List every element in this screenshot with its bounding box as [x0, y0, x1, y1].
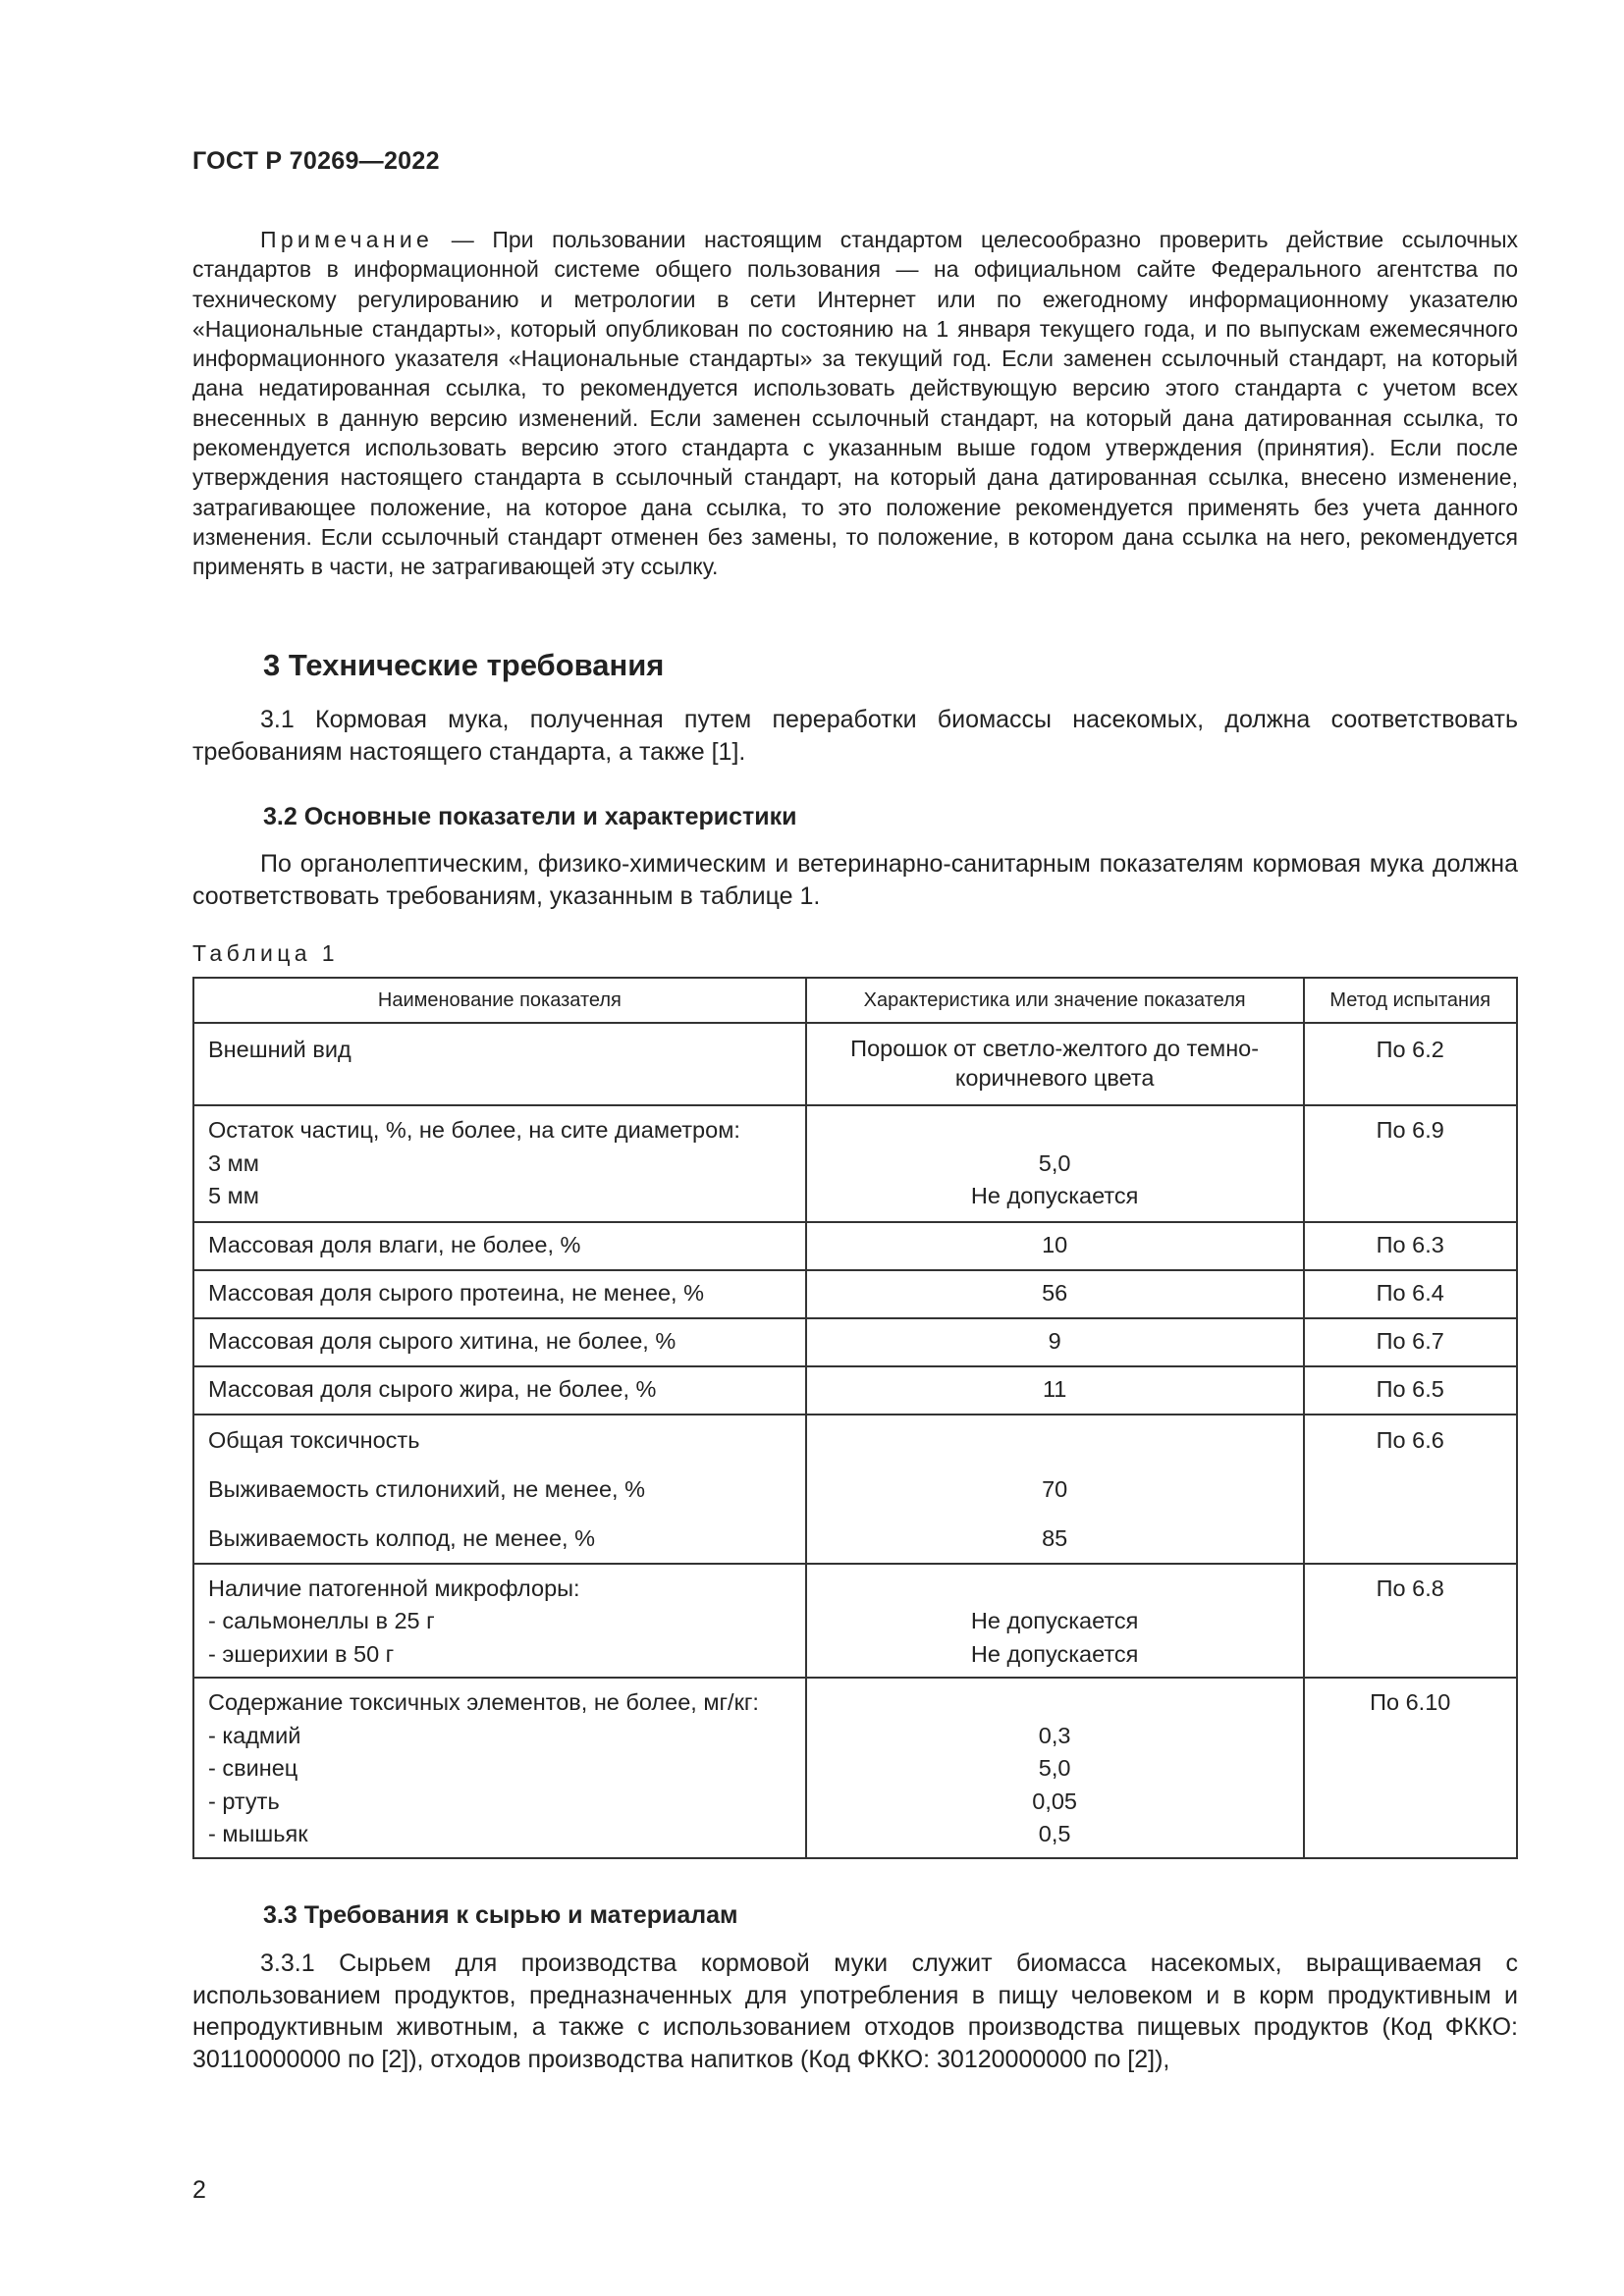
value-line: 0,05 [1032, 1788, 1078, 1814]
indicator-line: - кадмий [208, 1722, 301, 1748]
method-line: По 6.4 [1376, 1280, 1444, 1307]
table-caption: Таблица 1 [192, 940, 339, 966]
indicator-line: Общая токсичность [208, 1426, 420, 1453]
indicator-line: - эшерихии в 50 г [208, 1640, 395, 1667]
paragraph-3-3-1: 3.3.1 Сырьем для производства кормовой муки служит биомасса насекомых, выращиваемая с использованием продуктов, предназначенных для употребления в пищу человеком и в корм продуктивным и непродуктивным животным, а также с использованием отходов производства пищевых продуктов (Код ФККО: 30110000000 по [2]), отходов производства напитков (Код ФККО: 30120000000 по [2]), [192, 1949, 1518, 2073]
value-cell [806, 1270, 1304, 1318]
value-line: Не допускается [970, 1640, 1139, 1667]
method-cell [1304, 1023, 1518, 1105]
indicator-line: - ртуть [208, 1788, 280, 1814]
method-line: По 6.8 [1376, 1575, 1444, 1601]
document-code-header: ГОСТ Р 70269—2022 [192, 147, 440, 175]
table-row [193, 1023, 1517, 1105]
value-cell [806, 1564, 1304, 1679]
indicator-line: Массовая доля влаги, не более, % [208, 1232, 581, 1258]
subsection-3-3-title: 3.3 Требования к сырью и материалам [263, 1901, 738, 1929]
indicator-line: - мышьяк [208, 1821, 308, 1846]
method-line: По 6.9 [1376, 1117, 1444, 1143]
method-cell [1304, 1222, 1518, 1270]
table-row [193, 1678, 1517, 1858]
paragraph-3-1: 3.1 Кормовая мука, полученная путем переработки биомассы насекомых, должна соответствовать требованиям настоящего стандарта, а также [1]. [192, 706, 1518, 766]
value-line: 70 [1042, 1475, 1068, 1502]
method-line: По 6.3 [1376, 1232, 1444, 1258]
method-line: По 6.5 [1376, 1376, 1444, 1403]
paragraph-3-2: По органолептическим, физико-химическим и ветеринарно-санитарным показателям кормовая мука должна соответствовать требованиям, указанным в таблице 1. [192, 850, 1518, 910]
value-cell [806, 1415, 1304, 1564]
value-line [807, 1686, 1303, 1720]
method-line: По 6.10 [1370, 1689, 1451, 1715]
indicator-cell [193, 1564, 806, 1679]
method-line: По 6.2 [1376, 1037, 1444, 1062]
table-header-row [193, 978, 1517, 1023]
value-line: Не допускается [970, 1608, 1139, 1633]
table-row [193, 1366, 1517, 1415]
value-cell [806, 1366, 1304, 1415]
indicator-cell [193, 1270, 806, 1318]
indicator-cell [193, 1105, 806, 1222]
indicator-line: Остаток частиц, %, не более, на сите диаметром: [208, 1117, 740, 1143]
value-line: 85 [1042, 1524, 1068, 1551]
page-number: 2 [192, 2176, 206, 2204]
value-line: 9 [1048, 1328, 1061, 1355]
section-3-title: 3 Технические требования [263, 648, 665, 682]
value-line: 0,5 [1038, 1821, 1071, 1846]
indicator-line: Наличие патогенной микрофлоры: [208, 1575, 580, 1601]
indicator-cell [193, 1222, 806, 1270]
indicator-line: Выживаемость колпод, не менее, % [208, 1524, 596, 1551]
value-line [807, 1415, 1303, 1465]
indicator-cell [193, 1023, 806, 1105]
method-line: По 6.7 [1376, 1328, 1444, 1355]
reference-note [192, 225, 1518, 582]
method-cell [1304, 1105, 1518, 1222]
value-line [807, 1114, 1303, 1148]
subsection-3-2-title: 3.2 Основные показатели и характеристики [263, 803, 797, 830]
indicator-cell [193, 1318, 806, 1366]
indicator-cell [193, 1415, 806, 1564]
indicator-cell [193, 1678, 806, 1858]
value-cell [806, 1318, 1304, 1366]
indicator-line: Массовая доля сырого жира, не более, % [208, 1376, 657, 1403]
value-line: 56 [1042, 1280, 1068, 1307]
method-cell [1304, 1318, 1518, 1366]
method-cell [1304, 1415, 1518, 1564]
method-cell [1304, 1678, 1518, 1858]
indicator-line: - свинец [208, 1755, 298, 1781]
value-line: Порошок от светло-желтого до темно-коричневого цвета [850, 1036, 1260, 1091]
note-label: Примечание [260, 227, 434, 252]
value-line: 11 [1042, 1376, 1067, 1403]
note-text: — При пользовании настоящим стандартом целесообразно проверить действие ссылочных стандартов в информационной системе общего пользования — на официальном сайте Федерального агентства по техническому регулированию и метрологии в сети Интернет или по ежегодному информационному указателю «Национальные стандарты», который опубликован по состоянию на 1 января текущего года, и по выпускам ежемесячного информационного указателя «Национальные стандарты» за текущий год. Если заменен ссылочный стандарт, на который дана недатированная ссылка, то рекомендуется использовать действующую версию этого стандарта с учетом всех внесенных в данную версию изменений. Если заменен ссылочный стандарт, на который дана датированная ссылка, то рекомендуется использовать версию этого стандарта с указанным выше годом утверждения (принятия). Если после утверждения настоящего стандарта в ссылочный стандарт, на который дана датированная ссылка, внесено изменение, затрагивающее положение, на которое дана ссылка, то это положение рекомендуется применять без учета данного изменения. Если ссылочный стандарт отменен без замены, то положение, в котором дана ссылка на него, рекомендуется применять в части, не затрагивающей эту ссылку. [192, 227, 1518, 580]
indicator-line: Выживаемость стилонихий, не менее, % [208, 1475, 646, 1502]
indicator-line: Содержание токсичных элементов, не более, мг/кг: [208, 1689, 759, 1715]
header-method: Метод испытания [1304, 978, 1518, 1023]
method-cell [1304, 1366, 1518, 1415]
method-cell [1304, 1270, 1518, 1318]
indicator-line: - сальмонеллы в 25 г [208, 1608, 435, 1633]
indicator-cell [193, 1366, 806, 1415]
table-row [193, 1222, 1517, 1270]
value-line: 10 [1042, 1232, 1068, 1258]
value-line: 0,3 [1038, 1722, 1071, 1748]
header-value: Характеристика или значение показателя [806, 978, 1304, 1023]
table-row [193, 1564, 1517, 1679]
indicator-line: Внешний вид [208, 1037, 352, 1062]
value-cell [806, 1222, 1304, 1270]
value-line: 5,0 [1038, 1755, 1071, 1781]
method-line: По 6.6 [1376, 1426, 1444, 1453]
value-line: Не допускается [970, 1183, 1139, 1208]
table-row [193, 1318, 1517, 1366]
header-indicator: Наименование показателя [193, 978, 806, 1023]
value-cell [806, 1678, 1304, 1858]
value-line: 5,0 [1038, 1149, 1071, 1176]
table-row [193, 1415, 1517, 1564]
value-line [807, 1573, 1303, 1606]
requirements-table [192, 977, 1518, 1859]
indicator-line: 5 мм [208, 1183, 259, 1208]
table-row [193, 1105, 1517, 1222]
value-cell [806, 1023, 1304, 1105]
indicator-line: 3 мм [208, 1149, 259, 1176]
indicator-line: Массовая доля сырого хитина, не более, % [208, 1328, 677, 1355]
method-cell [1304, 1564, 1518, 1679]
table-row [193, 1270, 1517, 1318]
value-cell [806, 1105, 1304, 1222]
indicator-line: Массовая доля сырого протеина, не менее, % [208, 1280, 704, 1307]
